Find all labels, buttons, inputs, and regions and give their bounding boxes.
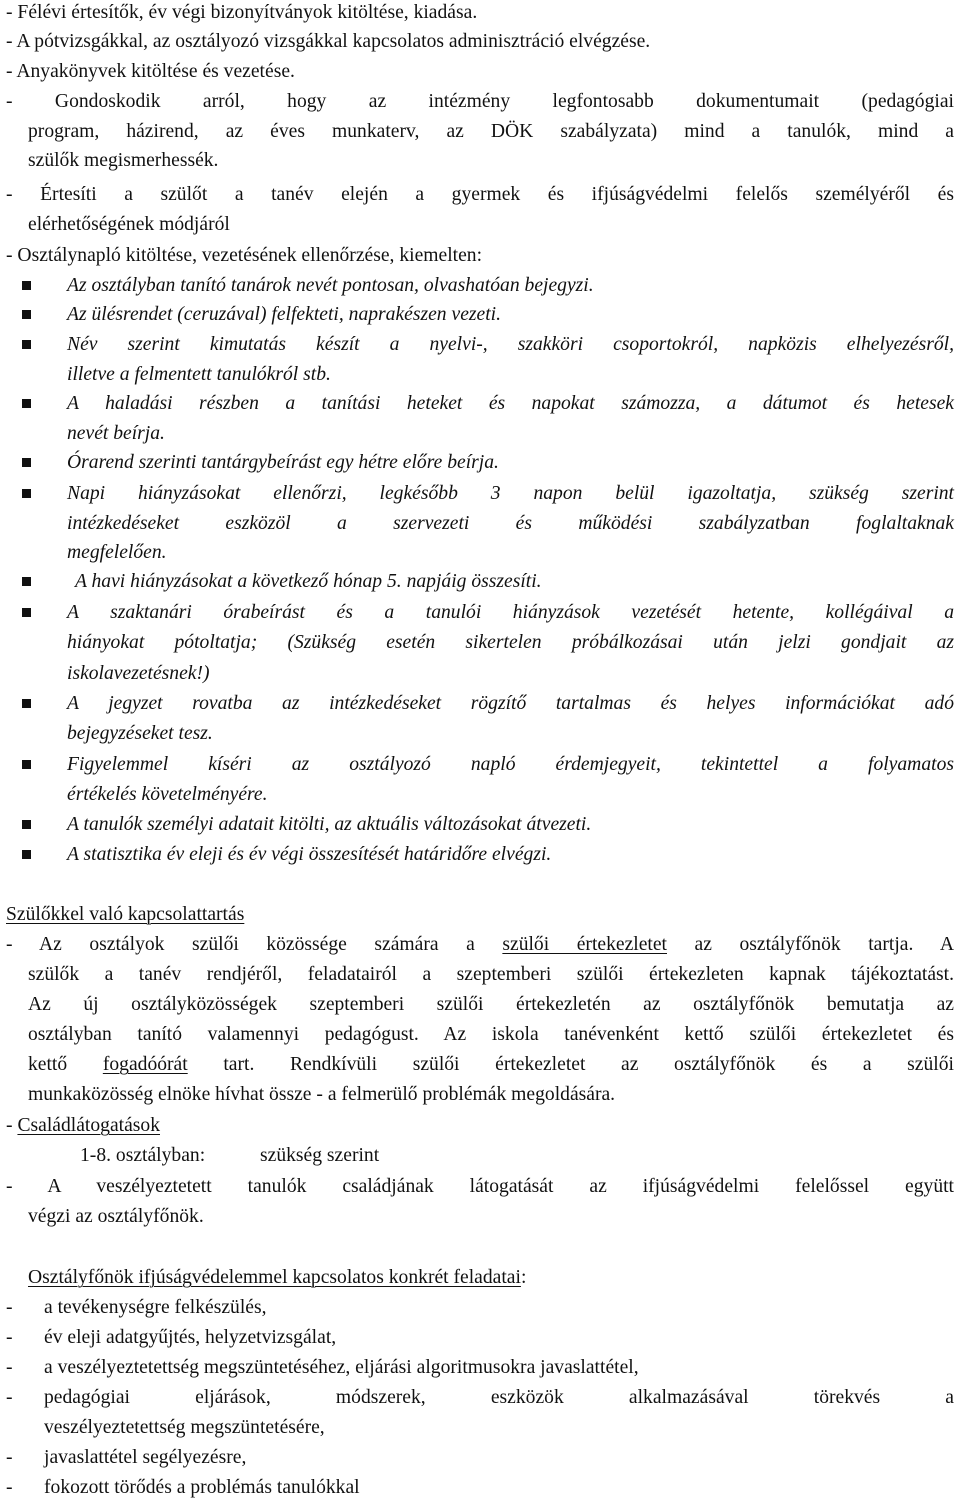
naplo-bullet-continuation: bejegyzéseket tesz. [67, 723, 213, 744]
naplo-bullet-continuation: intézkedéseket eszközöl a szervezeti és működési szabályzatban foglaltaknak [67, 513, 954, 534]
naplo-bullet-continuation: illetve a felmentett tanulókról stb. [67, 364, 331, 385]
bullet-square-icon [22, 399, 31, 408]
admin-item-continuation: program, házirend, az éves munkaterv, az DÖK szabályzata) mind a tanulók, mind a [28, 121, 954, 142]
admin-item: - Értesíti a szülőt a tanév elején a gyermek és ifjúságvédelmi felelős személyéről és [6, 184, 954, 205]
naplo-bullet-item: Név szerint kimutatás készít a nyelvi-, szakköri csoportokról, napközis elhelyezésről, [67, 334, 954, 355]
bullet-square-icon [22, 608, 31, 617]
szulok-paragraph-line: - Az osztályok szülői közössége számára a szülői értekezletet az osztályfőnök tartja. A [6, 934, 954, 955]
szulok-paragraph-line: Az új osztályközösségek szeptemberi szülői értekezletén az osztályfőnök bemutatja az [28, 994, 954, 1015]
naplo-bullet-item: Napi hiányzásokat ellenőrzi, legkésőbb 3 napon belül igazoltatja, szükség szerint [67, 483, 954, 504]
ifjusag-list-item: a tevékenységre felkészülés, [44, 1297, 267, 1318]
naplo-bullet-continuation: értékelés követelményére. [67, 784, 268, 805]
ifjusag-list-item: pedagógiai eljárások, módszerek, eszközök alkalmazásával törekvés a [44, 1387, 954, 1408]
naplo-bullet-continuation: iskolavezetésnek!) [67, 663, 210, 684]
naplo-bullet-continuation: hiányokat pótoltatja; (Szükség esetén sikertelen próbálkozásai után jelzi gondjait az [67, 632, 954, 653]
list-dash: - [6, 1387, 13, 1408]
bullet-square-icon [22, 458, 31, 467]
naplo-bullet-continuation: nevét beírja. [67, 423, 165, 444]
ifjusag-list-item-continuation: veszélyeztetettség megszüntetésére, [44, 1417, 325, 1438]
szulok-paragraph-line: osztályban tanító valamennyi pedagógust. Az iskola tanévenként kettő szülői értekezletet és [28, 1024, 954, 1045]
admin-item: - Anyakönyvek kitöltése és vezetése. [6, 61, 295, 82]
admin-item: - A pótvizsgákkal, az osztályozó vizsgákkal kapcsolatos adminisztráció elvégzése. [6, 31, 651, 52]
csaladlatogatasok-value: szükség szerint [260, 1145, 380, 1166]
szulok-paragraph-line: munkaközösség elnöke hívhat össze - a felmerülő problémák megoldására. [28, 1084, 616, 1105]
naplo-bullet-continuation: megfelelően. [67, 542, 167, 563]
bullet-square-icon [22, 489, 31, 498]
szuloi-ertekezlet-link: szülői értekezletet [502, 934, 667, 955]
naplo-bullet-item: A tanulók személyi adatait kitölti, az aktuális változásokat átvezeti. [67, 814, 592, 835]
admin-item: - Osztálynapló kitöltése, vezetésének ellenőrzése, kiemelten: [6, 245, 483, 266]
fogadoora-link: fogadóórát [102, 1054, 188, 1075]
szulok-paragraph-line: kettő fogadóórát tart. Rendkívüli szülői értekezletet az osztályfőnök és a szülői [28, 1054, 954, 1075]
section-heading-szulok: Szülőkkel való kapcsolattartás [6, 904, 245, 925]
admin-item-continuation: szülők megismerhessék. [28, 150, 219, 171]
bullet-square-icon [22, 699, 31, 708]
naplo-bullet-item: A havi hiányzásokat a következő hónap 5. napjáig összesíti. [75, 571, 542, 592]
naplo-bullet-item: Órarend szerinti tantárgybeírást egy hétre előre beírja. [67, 452, 499, 473]
bullet-square-icon [22, 310, 31, 319]
naplo-bullet-item: Figyelemmel kíséri az osztályozó napló érdemjegyeit, tekintettel a folyamatos [67, 754, 954, 775]
csaladlatogatasok-label: 1-8. osztályban: [80, 1145, 206, 1166]
list-dash: - [6, 1297, 13, 1318]
naplo-bullet-item: A statisztika év eleji és év végi összesítését határidőre elvégzi. [67, 844, 552, 865]
list-dash: - [6, 1327, 13, 1348]
admin-item-continuation: elérhetőségének módjáról [28, 214, 230, 235]
ifjusag-list-item: fokozott törődés a problémás tanulókkal [44, 1477, 360, 1498]
ifjusag-list-item: a veszélyeztetettség megszüntetéséhez, eljárási algoritmusokra javaslattétel, [44, 1357, 639, 1378]
veszelyeztetett-line: végzi az osztályfőnök. [28, 1206, 204, 1227]
veszelyeztetett-line: - A veszélyeztetett tanulók családjának látogatását az ifjúságvédelmi felelőssel együtt [6, 1176, 954, 1197]
bullet-square-icon [22, 850, 31, 859]
section-heading-ifjusagvedelem: Osztályfőnök ifjúságvédelemmel kapcsolatos konkrét feladatai: [28, 1267, 527, 1288]
list-dash: - [6, 1447, 13, 1468]
list-dash: - [6, 1357, 13, 1378]
ifjusag-list-item: javaslattétel segélyezésre, [44, 1447, 247, 1468]
bullet-square-icon [22, 340, 31, 349]
list-dash: - [6, 1477, 13, 1498]
bullet-square-icon [22, 760, 31, 769]
naplo-bullet-item: Az ülésrendet (ceruzával) felfekteti, naprakészen vezeti. [67, 304, 501, 325]
admin-item: - Gondoskodik arról, hogy az intézmény legfontosabb dokumentumait (pedagógiai [6, 91, 954, 112]
naplo-bullet-item: A jegyzet rovatba az intézkedéseket rögzítő tartalmas és helyes információkat adó [67, 693, 954, 714]
csaladlatogatasok-heading: - Családlátogatások [6, 1115, 160, 1136]
ifjusag-list-item: év eleji adatgyűjtés, helyzetvizsgálat, [44, 1327, 337, 1348]
naplo-bullet-item: Az osztályban tanító tanárok nevét pontosan, olvashatóan bejegyzi. [67, 275, 594, 296]
bullet-square-icon [22, 281, 31, 290]
szulok-paragraph-line: szülők a tanév rendjéről, feladatairól a szeptemberi szülői értekezleten kapnak tájékoztatást. [28, 964, 954, 985]
bullet-square-icon [22, 820, 31, 829]
naplo-bullet-item: A szaktanári órabeírást és a tanulói hiányzások vezetését hetente, kollégáival a [67, 602, 954, 623]
admin-item: - Félévi értesítők, év végi bizonyítványok kitöltése, kiadása. [6, 2, 478, 23]
bullet-square-icon [22, 577, 31, 586]
naplo-bullet-item: A haladási részben a tanítási heteket és napokat számozza, a dátumot és hetesek [67, 393, 954, 414]
